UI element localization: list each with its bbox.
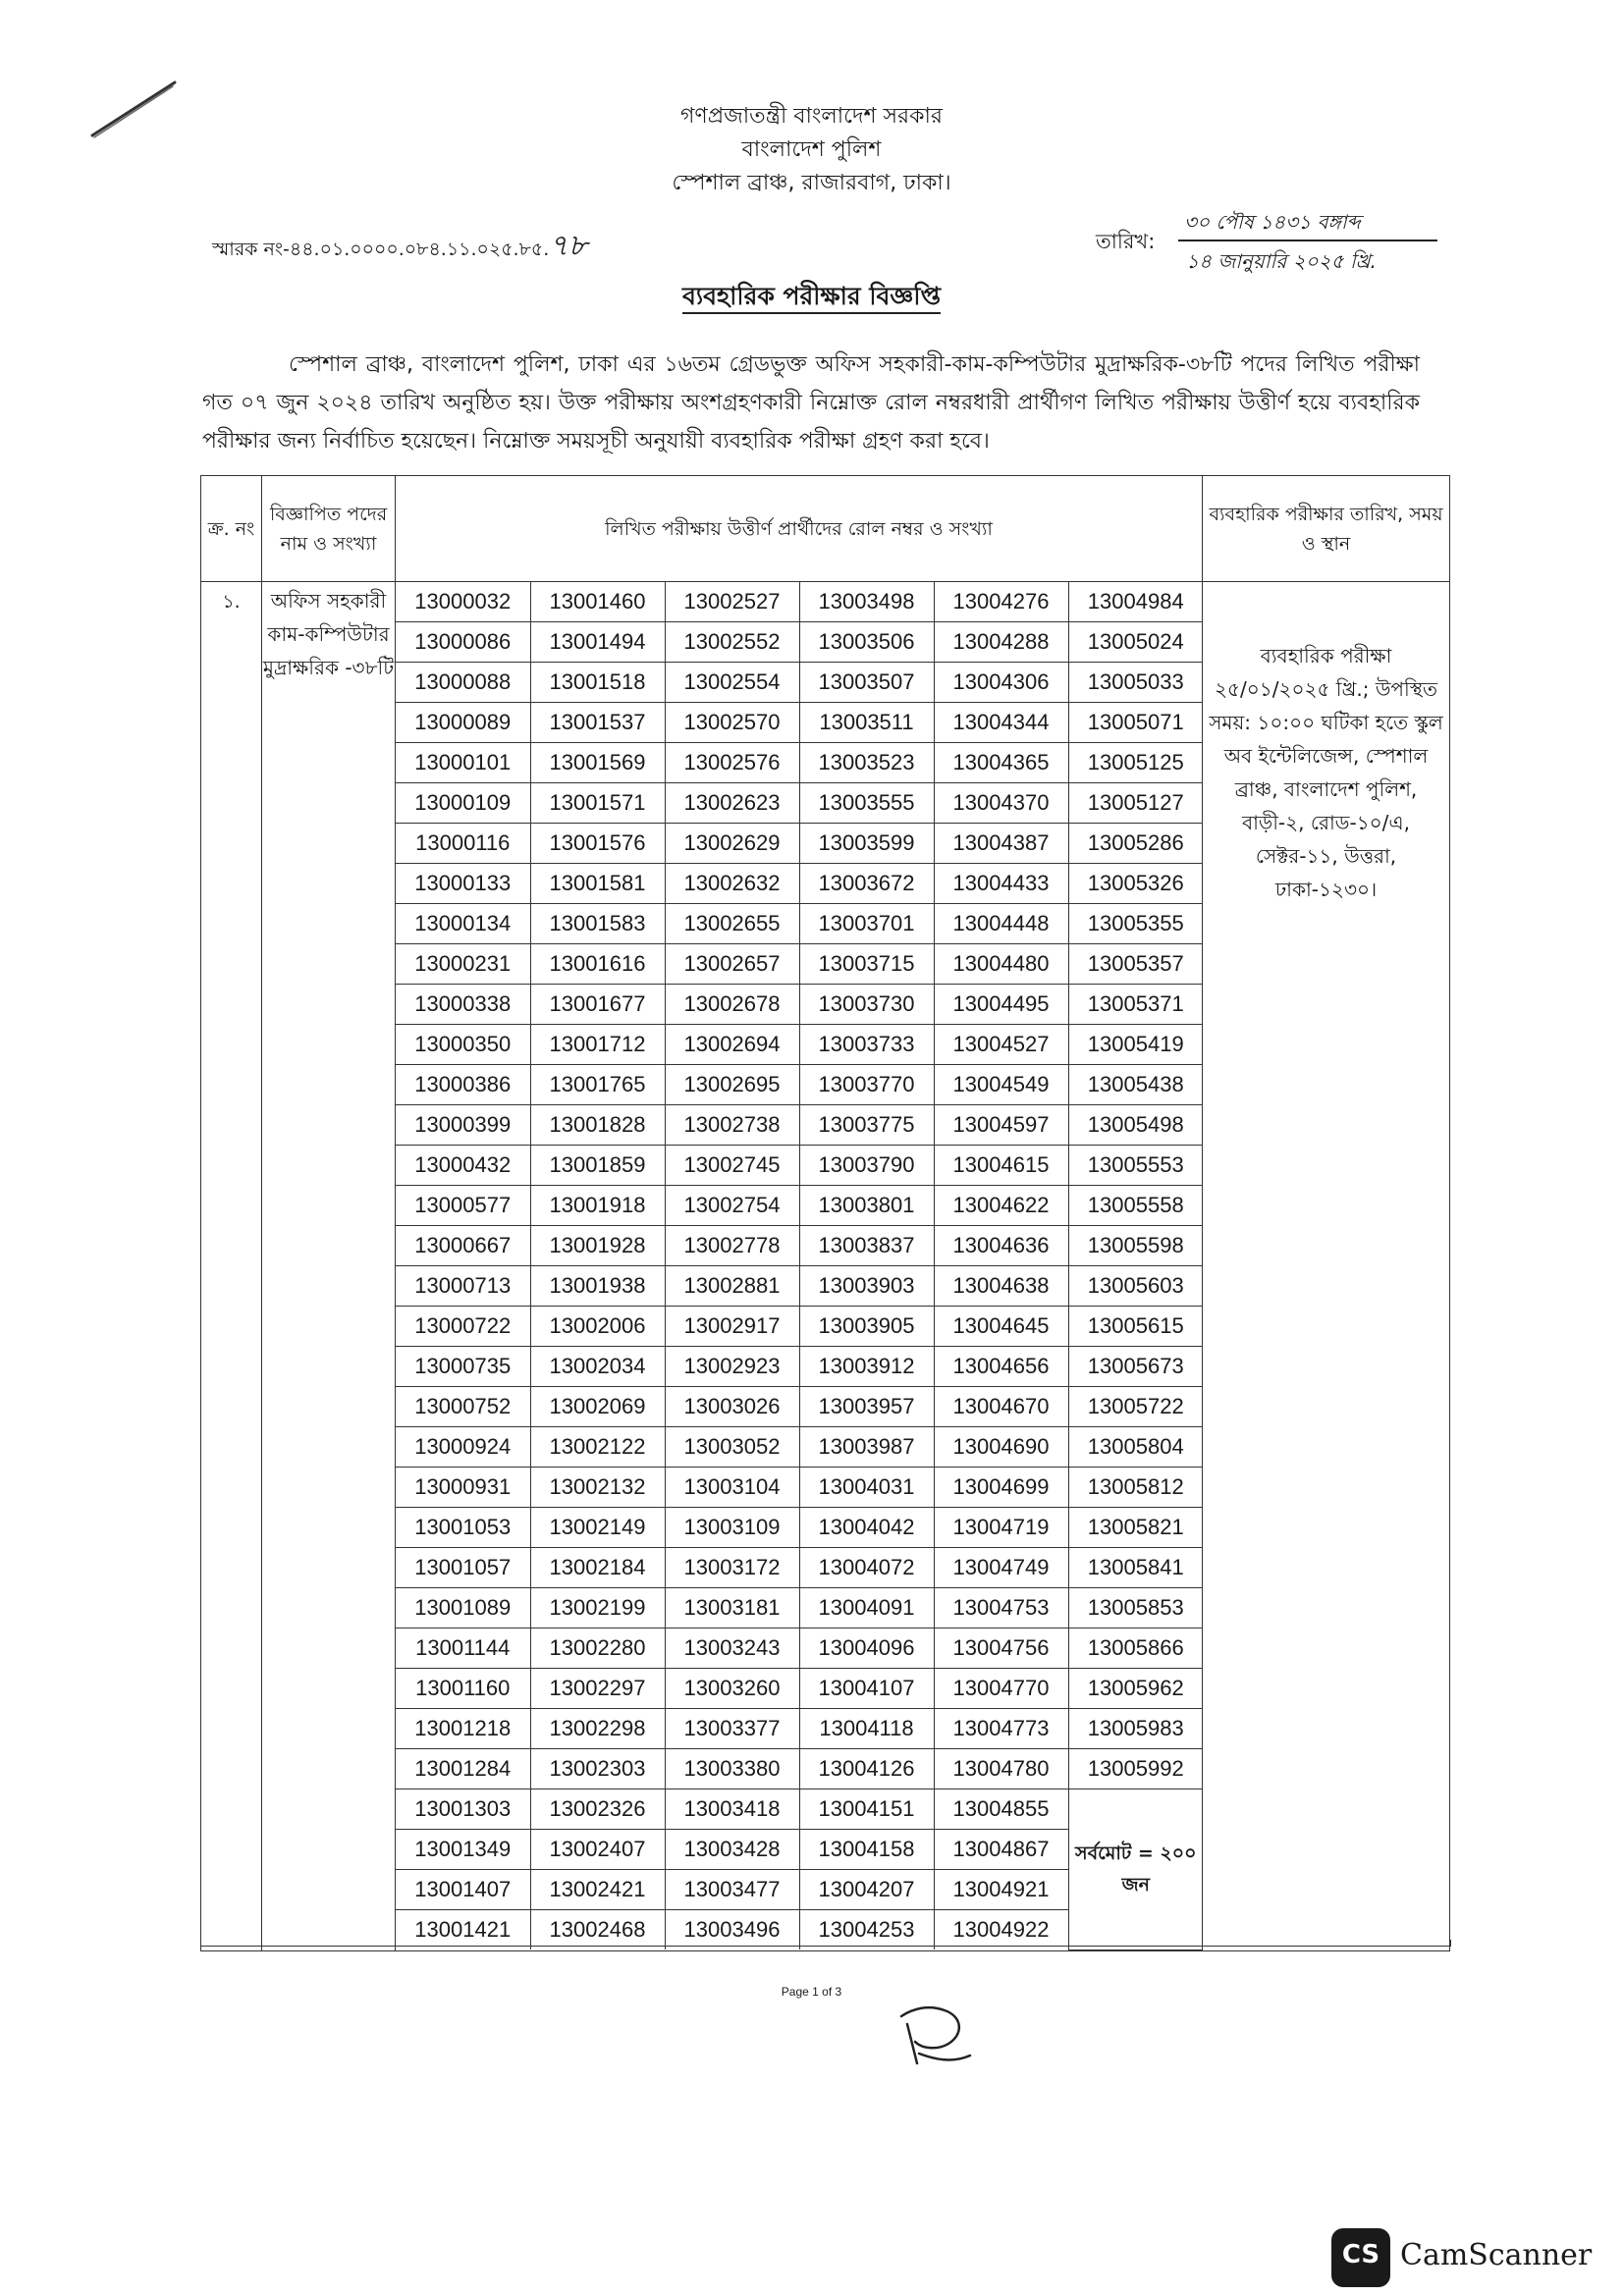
roll-number: 13003957 [799,1387,934,1427]
roll-number: 13004042 [799,1508,934,1548]
results-table-wrap [200,475,1449,1940]
roll-number: 13002122 [530,1427,665,1468]
roll-number: 13003243 [665,1629,799,1669]
roll-number: 13003026 [665,1387,799,1427]
roll-number: 13004031 [799,1468,934,1508]
roll-row [396,1709,1203,1749]
roll-number: 13005615 [1068,1307,1203,1347]
roll-number: 13004699 [934,1468,1068,1508]
roll-number: 13004690 [934,1427,1068,1468]
roll-number: 13001938 [530,1266,665,1307]
roll-number: 13002421 [530,1870,665,1910]
roll-number: 13003599 [799,824,934,864]
roll-number: 13001303 [396,1789,530,1830]
roll-number: 13004527 [934,1025,1068,1065]
roll-number: 13005866 [1068,1629,1203,1669]
roll-number: 13003770 [799,1065,934,1105]
roll-number: 13001765 [530,1065,665,1105]
roll-number: 13002778 [665,1226,799,1266]
roll-row [396,1025,1203,1065]
roll-number: 13002754 [665,1186,799,1226]
roll-number: 13003701 [799,904,934,944]
roll-number: 13004495 [934,985,1068,1025]
roll-row [396,1266,1203,1307]
roll-number: 13003801 [799,1186,934,1226]
roll-number: 13005438 [1068,1065,1203,1105]
roll-number: 13001712 [530,1025,665,1065]
roll-number: 13001494 [530,622,665,663]
camscanner-text: CamScanner [1400,2238,1593,2272]
roll-number: 13004597 [934,1105,1068,1146]
roll-row [396,743,1203,783]
roll-number: 13004670 [934,1387,1068,1427]
roll-number: 13004867 [934,1830,1068,1870]
roll-number: 13001583 [530,904,665,944]
roll-number: 13003496 [665,1910,799,1950]
roll-number: 13004276 [934,582,1068,622]
roll-number: 13002554 [665,663,799,703]
roll-number: 13005992 [1068,1749,1203,1789]
roll-number: 13004253 [799,1910,934,1950]
roll-number: 13000089 [396,703,530,743]
roll-number: 13003428 [665,1830,799,1870]
memo-number-printed: স্মারক নং-৪৪.০১.০০০০.০৮৪.১১.০২৫.৮৫. [212,239,550,260]
roll-row [396,1749,1203,1789]
roll-number: 13003837 [799,1226,934,1266]
roll-number: 13000032 [396,582,530,622]
roll-number: 13002678 [665,985,799,1025]
memo-number [212,222,587,272]
roll-number: 13002552 [665,622,799,663]
roll-number: 13003775 [799,1105,934,1146]
roll-number: 13004549 [934,1065,1068,1105]
roll-row [396,1789,1203,1830]
roll-row [396,944,1203,985]
header-practical: ব্যবহারিক পরীক্ষার তারিখ, সময় ও স্থান [1203,476,1450,582]
roll-number: 13004656 [934,1347,1068,1387]
date-block [1096,208,1449,277]
document-header [0,100,1623,200]
roll-row [396,622,1203,663]
roll-number: 13001828 [530,1105,665,1146]
roll-number: 13002149 [530,1508,665,1548]
roll-row [396,1226,1203,1266]
roll-number: 13005804 [1068,1427,1203,1468]
roll-number: 13002657 [665,944,799,985]
roll-row [396,1065,1203,1105]
roll-number: 13005127 [1068,783,1203,824]
roll-number: 13001859 [530,1146,665,1186]
roll-number: 13000713 [396,1266,530,1307]
roll-number: 13000931 [396,1468,530,1508]
roll-number: 13004091 [799,1588,934,1629]
roll-number: 13000133 [396,864,530,904]
roll-number: 13005962 [1068,1669,1203,1709]
roll-row [396,824,1203,864]
roll-number: 13003260 [665,1669,799,1709]
roll-row [396,904,1203,944]
date-bangla: ৩০ পৌষ ১৪৩১ বঙ্গাব্দ [1184,210,1361,234]
roll-number: 13001089 [396,1588,530,1629]
roll-row [396,1588,1203,1629]
roll-row [396,783,1203,824]
roll-number: 13003903 [799,1266,934,1307]
roll-number: 13002632 [665,864,799,904]
roll-number: 13004984 [1068,582,1203,622]
roll-number: 13000735 [396,1347,530,1387]
header-police: বাংলাদেশ পুলিশ [741,137,882,162]
roll-row [396,1105,1203,1146]
date-label: তারিখ: [1096,230,1156,253]
roll-row [396,1548,1203,1588]
roll-number: 13004719 [934,1508,1068,1548]
header-post: বিজ্ঞাপিত পদের নাম ও সংখ্যা [262,476,396,582]
roll-number: 13001160 [396,1669,530,1709]
memo-number-handwritten: ৭৮ [549,229,588,263]
roll-number: 13004645 [934,1307,1068,1347]
roll-number: 13001576 [530,824,665,864]
roll-number: 13004306 [934,663,1068,703]
roll-number: 13003733 [799,1025,934,1065]
roll-number: 13003507 [799,663,934,703]
roll-row [396,1629,1203,1669]
roll-number: 13001571 [530,783,665,824]
roll-number: 13002034 [530,1347,665,1387]
serial-cell: ১. [201,582,262,1951]
practical-exam-details: ব্যবহারিক পরীক্ষা ২৫/০১/২০২৫ খ্রি.; উপস্থিত সময়: ১০:০০ ঘটিকা হতে স্কুল অব ইন্টেলিজেন্স, স্পেশাল ব্রাঞ্চ, বাংলাদেশ পুলিশ, বাড়ী-২, রোড-১০/এ, সেক্টর-১১, উত্তরা, ঢাকা-১২৩০। [1203,582,1450,1951]
roll-number: 13004126 [799,1749,934,1789]
roll-number: 13003498 [799,582,934,622]
roll-number: 13002006 [530,1307,665,1347]
roll-number: 13001421 [396,1910,530,1950]
roll-number: 13001918 [530,1186,665,1226]
header-rolls: লিখিত পরীক্ষায় উত্তীর্ণ প্রার্থীদের রোল নম্বর ও সংখ্যা [396,476,1203,582]
notice-title: ব্যবহারিক পরীক্ষার বিজ্ঞপ্তি [0,277,1623,319]
roll-number: 13002280 [530,1629,665,1669]
roll-number: 13005821 [1068,1508,1203,1548]
roll-number: 13003905 [799,1307,934,1347]
roll-number: 13005498 [1068,1105,1203,1146]
table-bottom-strip [200,1940,1451,1947]
roll-number: 13005355 [1068,904,1203,944]
roll-number: 13005033 [1068,663,1203,703]
roll-number: 13002184 [530,1548,665,1588]
roll-number: 13000086 [396,622,530,663]
roll-number: 13004151 [799,1789,934,1830]
roll-number: 13004433 [934,864,1068,904]
roll-number: 13001349 [396,1830,530,1870]
roll-number: 13004921 [934,1870,1068,1910]
roll-number: 13004072 [799,1548,934,1588]
roll-number: 13001407 [396,1870,530,1910]
roll-number: 13003523 [799,743,934,783]
date-english: ১৪ জানুয়ারি ২০২৫ খ্রি. [1186,249,1377,273]
roll-number: 13004107 [799,1669,934,1709]
roll-number: 13004118 [799,1709,934,1749]
roll-number: 13003672 [799,864,934,904]
roll-number: 13005125 [1068,743,1203,783]
roll-number: 13002298 [530,1709,665,1749]
roll-number: 13005419 [1068,1025,1203,1065]
roll-number: 13000134 [396,904,530,944]
roll-number: 13004638 [934,1266,1068,1307]
roll-number: 13001677 [530,985,665,1025]
roll-row [396,663,1203,703]
roll-number: 13002745 [665,1146,799,1186]
roll-number: 13004749 [934,1548,1068,1588]
roll-number: 13002694 [665,1025,799,1065]
roll-number: 13005983 [1068,1709,1203,1749]
roll-number: 13002655 [665,904,799,944]
roll-number: 13002303 [530,1749,665,1789]
roll-number: 13003511 [799,703,934,743]
roll-number: 13005371 [1068,985,1203,1025]
roll-number: 13002570 [665,703,799,743]
roll-number: 13005326 [1068,864,1203,904]
roll-row [396,1307,1203,1347]
roll-row [396,1427,1203,1468]
roll-number: 13001928 [530,1226,665,1266]
roll-number: 13004615 [934,1146,1068,1186]
total-count: সর্বমোট = ২০০ জন [1068,1789,1203,1950]
roll-number: 13002069 [530,1387,665,1427]
roll-number: 13000667 [396,1226,530,1266]
date-divider [1178,240,1437,241]
roll-number: 13004207 [799,1870,934,1910]
roll-number: 13005357 [1068,944,1203,985]
roll-grid [396,582,1203,1950]
roll-number: 13004370 [934,783,1068,824]
camscanner-watermark [1331,2228,1593,2287]
header-government: গণপ্রজাতন্ত্রী বাংলাদেশ সরকার [679,104,944,129]
post-cell: অফিস সহকারী কাম-কম্পিউটার মুদ্রাক্ষরিক -৩৮টি [262,582,396,1951]
roll-number: 13000577 [396,1186,530,1226]
roll-number: 13002527 [665,582,799,622]
roll-number: 13002629 [665,824,799,864]
roll-row [396,1186,1203,1226]
roll-number: 13002738 [665,1105,799,1146]
roll-number: 13001053 [396,1508,530,1548]
roll-number: 13003555 [799,783,934,824]
roll-number: 13003506 [799,622,934,663]
roll-number: 13001616 [530,944,665,985]
roll-number: 13002326 [530,1789,665,1830]
roll-number: 13003104 [665,1468,799,1508]
roll-number: 13005841 [1068,1548,1203,1588]
roll-number: 13005558 [1068,1186,1203,1226]
roll-number: 13005722 [1068,1387,1203,1427]
roll-number: 13005673 [1068,1347,1203,1387]
roll-number: 13000116 [396,824,530,864]
signature-icon [893,1995,992,2073]
roll-number: 13003052 [665,1427,799,1468]
roll-row [396,1387,1203,1427]
roll-number: 13003380 [665,1749,799,1789]
roll-number: 13002468 [530,1910,665,1950]
roll-number: 13000231 [396,944,530,985]
roll-number: 13000399 [396,1105,530,1146]
roll-number: 13004288 [934,622,1068,663]
roll-number: 13005286 [1068,824,1203,864]
roll-number: 13004158 [799,1830,934,1870]
roll-row [396,1146,1203,1186]
roll-number: 13003477 [665,1870,799,1910]
results-table [200,475,1450,1951]
roll-number: 13003418 [665,1789,799,1830]
roll-number: 13004365 [934,743,1068,783]
roll-number: 13002623 [665,783,799,824]
roll-number: 13004448 [934,904,1068,944]
roll-number: 13004387 [934,824,1068,864]
roll-number: 13004636 [934,1226,1068,1266]
roll-number: 13004780 [934,1749,1068,1789]
roll-number: 13000088 [396,663,530,703]
roll-number: 13001569 [530,743,665,783]
roll-number: 13000386 [396,1065,530,1105]
roll-row [396,1347,1203,1387]
roll-number: 13000338 [396,985,530,1025]
roll-number: 13002297 [530,1669,665,1709]
roll-number: 13005553 [1068,1146,1203,1186]
roll-number: 13004096 [799,1629,934,1669]
roll-number: 13000432 [396,1146,530,1186]
roll-number: 13005598 [1068,1226,1203,1266]
roll-row [396,703,1203,743]
notice-body: স্পেশাল ব্রাঞ্চ, বাংলাদেশ পুলিশ, ঢাকা এর ১৬তম গ্রেডভুক্ত অফিস সহকারী-কাম-কম্পিউটার মুদ্রাক্ষরিক-৩৮টি পদের লিখিত পরীক্ষা গত ০৭ জুন ২০২৪ তারিখ অনুষ্ঠিত হয়। উক্ত পরীক্ষায় অংশগ্রহণকারী নিম্নোক্ত রোল নম্বরধারী প্রার্থীগণ লিখিত পরীক্ষায় উত্তীর্ণ হয়ে ব্যবহারিক পরীক্ষার জন্য নির্বাচিত হয়েছেন। নিম্নোক্ত সময়সূচী অনুযায়ী ব্যবহারিক পরীক্ষা গ্রহণ করা হবে। [202,352,1420,454]
roll-number: 13005812 [1068,1468,1203,1508]
roll-grid-cell [396,582,1203,1951]
roll-number: 13000109 [396,783,530,824]
roll-number: 13002917 [665,1307,799,1347]
roll-number: 13004622 [934,1186,1068,1226]
roll-number: 13004770 [934,1669,1068,1709]
roll-number: 13002407 [530,1830,665,1870]
roll-number: 13002199 [530,1588,665,1629]
header-serial: ক্র. নং [201,476,262,582]
roll-number: 13004753 [934,1588,1068,1629]
header-branch: স্পেশাল ব্রাঞ্চ, রাজারবাগ, ঢাকা। [672,171,951,195]
roll-number: 13002576 [665,743,799,783]
roll-number: 13002881 [665,1266,799,1307]
roll-row [396,1669,1203,1709]
roll-number: 13000752 [396,1387,530,1427]
roll-number: 13003181 [665,1588,799,1629]
roll-number: 13004773 [934,1709,1068,1749]
roll-number: 13003912 [799,1347,934,1387]
roll-number: 13000924 [396,1427,530,1468]
roll-number: 13000722 [396,1307,530,1347]
roll-number: 13005603 [1068,1266,1203,1307]
roll-number: 13001537 [530,703,665,743]
roll-number: 13004855 [934,1789,1068,1830]
roll-number: 13003790 [799,1146,934,1186]
roll-number: 13002923 [665,1347,799,1387]
roll-row [396,864,1203,904]
roll-number: 13001218 [396,1709,530,1749]
roll-number: 13001581 [530,864,665,904]
roll-number: 13004756 [934,1629,1068,1669]
roll-number: 13004480 [934,944,1068,985]
roll-number: 13000101 [396,743,530,783]
page-number: Page 1 of 3 [781,1985,842,1999]
roll-number: 13003109 [665,1508,799,1548]
roll-number: 13004922 [934,1910,1068,1950]
roll-number: 13003715 [799,944,934,985]
roll-number: 13002132 [530,1468,665,1508]
roll-number: 13005853 [1068,1588,1203,1629]
roll-number: 13001057 [396,1548,530,1588]
roll-number: 13001144 [396,1629,530,1669]
roll-number: 13003730 [799,985,934,1025]
roll-row [396,1508,1203,1548]
roll-number: 13003172 [665,1548,799,1588]
roll-number: 13003377 [665,1709,799,1749]
roll-row [396,1468,1203,1508]
roll-number: 13001518 [530,663,665,703]
roll-row [396,985,1203,1025]
camscanner-logo-icon: CS [1331,2228,1390,2287]
roll-number: 13005024 [1068,622,1203,663]
roll-row [396,582,1203,622]
roll-number: 13001460 [530,582,665,622]
roll-number: 13005071 [1068,703,1203,743]
roll-number: 13003987 [799,1427,934,1468]
roll-number: 13004344 [934,703,1068,743]
roll-number: 13001284 [396,1749,530,1789]
roll-number: 13002695 [665,1065,799,1105]
roll-number: 13000350 [396,1025,530,1065]
